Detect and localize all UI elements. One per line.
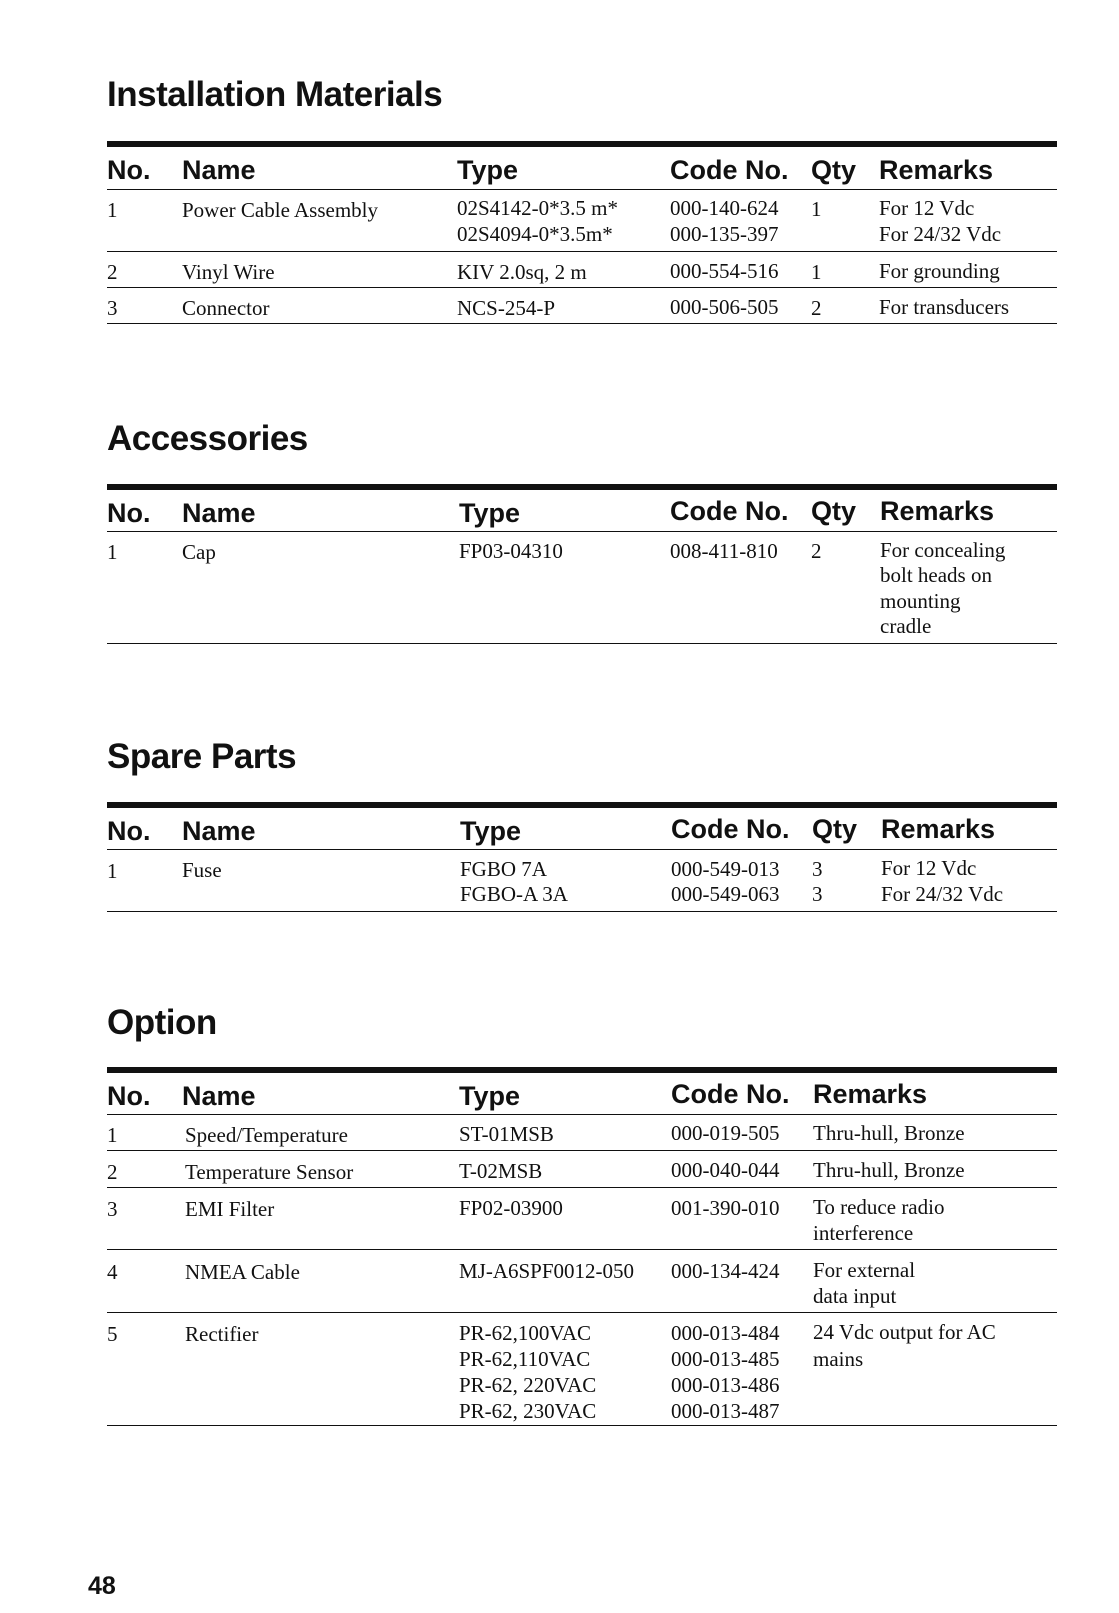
cell-remarks: bolt heads on	[880, 563, 992, 587]
cell-code: 000-554-516	[670, 259, 779, 283]
header-remarks: Remarks	[880, 496, 995, 526]
row-rule	[107, 323, 1057, 324]
cell-no: 1	[107, 859, 118, 883]
cell-name: Speed/Temperature	[185, 1123, 348, 1147]
row-rule	[107, 1425, 1057, 1426]
row-rule	[107, 1150, 1057, 1151]
cell-type: FP02-03900	[459, 1196, 563, 1220]
cell-remarks: interference	[813, 1221, 914, 1245]
cell-type: PR-62, 230VAC	[459, 1399, 597, 1423]
header-remarks: Remarks	[813, 1079, 928, 1109]
cell-name: Rectifier	[185, 1322, 259, 1346]
cell-name: NMEA Cable	[185, 1260, 300, 1284]
header-qty: Qty	[812, 814, 858, 844]
cell-type: NCS-254-P	[457, 296, 556, 320]
cell-name: Cap	[182, 540, 216, 564]
cell-remarks: 24 Vdc output for AC	[813, 1320, 996, 1344]
cell-remarks: Thru-hull, Bronze	[813, 1158, 965, 1182]
cell-no: 1	[107, 540, 118, 564]
cell-qty: 2	[811, 296, 822, 320]
cell-code: 000-549-063	[671, 882, 780, 906]
cell-remarks: For 12 Vdc	[879, 196, 975, 220]
cell-type: PR-62,110VAC	[459, 1347, 591, 1371]
cell-type: T-02MSB	[459, 1159, 543, 1183]
section-title: Installation Materials	[107, 75, 443, 114]
cell-remarks: mounting	[880, 589, 961, 613]
cell-remarks: For 12 Vdc	[881, 856, 977, 880]
row-rule	[107, 1187, 1057, 1188]
cell-remarks: cradle	[880, 614, 932, 638]
header-no: No.	[107, 1081, 151, 1111]
cell-code: 000-013-486	[671, 1373, 780, 1397]
header-type: Type	[457, 155, 519, 185]
section-title: Option	[107, 1003, 217, 1042]
cell-remarks: For grounding	[879, 259, 1000, 283]
cell-code: 000-019-505	[671, 1121, 780, 1145]
cell-qty: 3	[812, 882, 823, 906]
cell-no: 2	[107, 1160, 118, 1184]
header-rule	[107, 1114, 1057, 1115]
cell-name: EMI Filter	[185, 1197, 275, 1221]
row-rule	[107, 643, 1057, 644]
cell-name: Temperature Sensor	[185, 1160, 354, 1184]
row-rule	[107, 251, 1057, 252]
thick-rule	[107, 1067, 1057, 1073]
cell-code: 000-040-044	[671, 1158, 780, 1182]
cell-type: PR-62, 220VAC	[459, 1373, 597, 1397]
cell-name: Power Cable Assembly	[182, 198, 378, 222]
cell-qty: 3	[812, 857, 823, 881]
header-qty: Qty	[811, 155, 857, 185]
row-rule	[107, 1312, 1057, 1313]
cell-remarks: data input	[813, 1284, 897, 1308]
cell-name: Fuse	[182, 858, 222, 882]
row-rule	[107, 1249, 1057, 1250]
cell-remarks: For 24/32 Vdc	[881, 882, 1004, 906]
header-code: Code No.	[671, 814, 790, 844]
header-no: No.	[107, 155, 151, 185]
cell-code: 000-013-484	[671, 1321, 780, 1345]
cell-code: 000-013-487	[671, 1399, 780, 1423]
cell-type: KIV 2.0sq, 2 m	[457, 260, 587, 284]
cell-no: 4	[107, 1260, 118, 1284]
cell-remarks: Thru-hull, Bronze	[813, 1121, 965, 1145]
header-rule	[107, 531, 1057, 532]
cell-type: PR-62,100VAC	[459, 1321, 592, 1345]
cell-remarks: For concealing	[880, 538, 1006, 562]
cell-type: 02S4094-0*3.5m*	[457, 222, 613, 246]
cell-type: FGBO-A 3A	[460, 882, 568, 906]
cell-code: 001-390-010	[671, 1196, 780, 1220]
cell-code: 000-140-624	[670, 196, 779, 220]
header-no: No.	[107, 816, 151, 846]
cell-type: FGBO 7A	[460, 857, 547, 881]
cell-remarks: To reduce radio	[813, 1195, 945, 1219]
thick-rule	[107, 141, 1057, 147]
header-code: Code No.	[670, 155, 789, 185]
cell-no: 5	[107, 1322, 118, 1346]
cell-code: 000-013-485	[671, 1347, 780, 1371]
cell-type: MJ-A6SPF0012-050	[459, 1259, 635, 1283]
header-rule	[107, 849, 1057, 850]
header-type: Type	[460, 816, 522, 846]
header-type: Type	[459, 1081, 521, 1111]
header-remarks: Remarks	[881, 814, 996, 844]
cell-code: 000-506-505	[670, 295, 779, 319]
header-name: Name	[182, 816, 256, 846]
cell-name: Connector	[182, 296, 270, 320]
cell-code: 000-135-397	[670, 222, 779, 246]
cell-type: FP03-04310	[459, 539, 563, 563]
section-title: Spare Parts	[107, 737, 297, 776]
cell-remarks: For external	[813, 1258, 916, 1282]
cell-type: ST-01MSB	[459, 1122, 554, 1146]
cell-no: 1	[107, 1123, 118, 1147]
cell-type: 02S4142-0*3.5 m*	[457, 196, 619, 220]
cell-no: 3	[107, 1197, 118, 1221]
cell-code: 008-411-810	[670, 539, 778, 563]
cell-qty: 2	[811, 539, 822, 563]
header-no: No.	[107, 498, 151, 528]
cell-code: 000-134-424	[671, 1259, 780, 1283]
row-rule	[107, 911, 1057, 912]
header-type: Type	[459, 498, 521, 528]
cell-qty: 1	[811, 260, 822, 284]
cell-name: Vinyl Wire	[182, 260, 275, 284]
header-name: Name	[182, 1081, 256, 1111]
cell-remarks: For 24/32 Vdc	[879, 222, 1002, 246]
header-code: Code No.	[671, 1079, 790, 1109]
cell-no: 3	[107, 296, 118, 320]
row-rule	[107, 287, 1057, 288]
cell-remarks: mains	[813, 1347, 864, 1371]
page-number: 48	[88, 1572, 116, 1600]
thick-rule	[107, 802, 1057, 808]
section-title: Accessories	[107, 419, 308, 458]
cell-remarks: For transducers	[879, 295, 1010, 319]
cell-no: 1	[107, 198, 118, 222]
cell-code: 000-549-013	[671, 857, 780, 881]
cell-no: 2	[107, 260, 118, 284]
header-qty: Qty	[811, 496, 857, 526]
cell-qty: 1	[811, 197, 822, 221]
header-rule	[107, 189, 1057, 190]
header-name: Name	[182, 155, 256, 185]
header-remarks: Remarks	[879, 155, 994, 185]
header-code: Code No.	[670, 496, 789, 526]
thick-rule	[107, 484, 1057, 490]
header-name: Name	[182, 498, 256, 528]
